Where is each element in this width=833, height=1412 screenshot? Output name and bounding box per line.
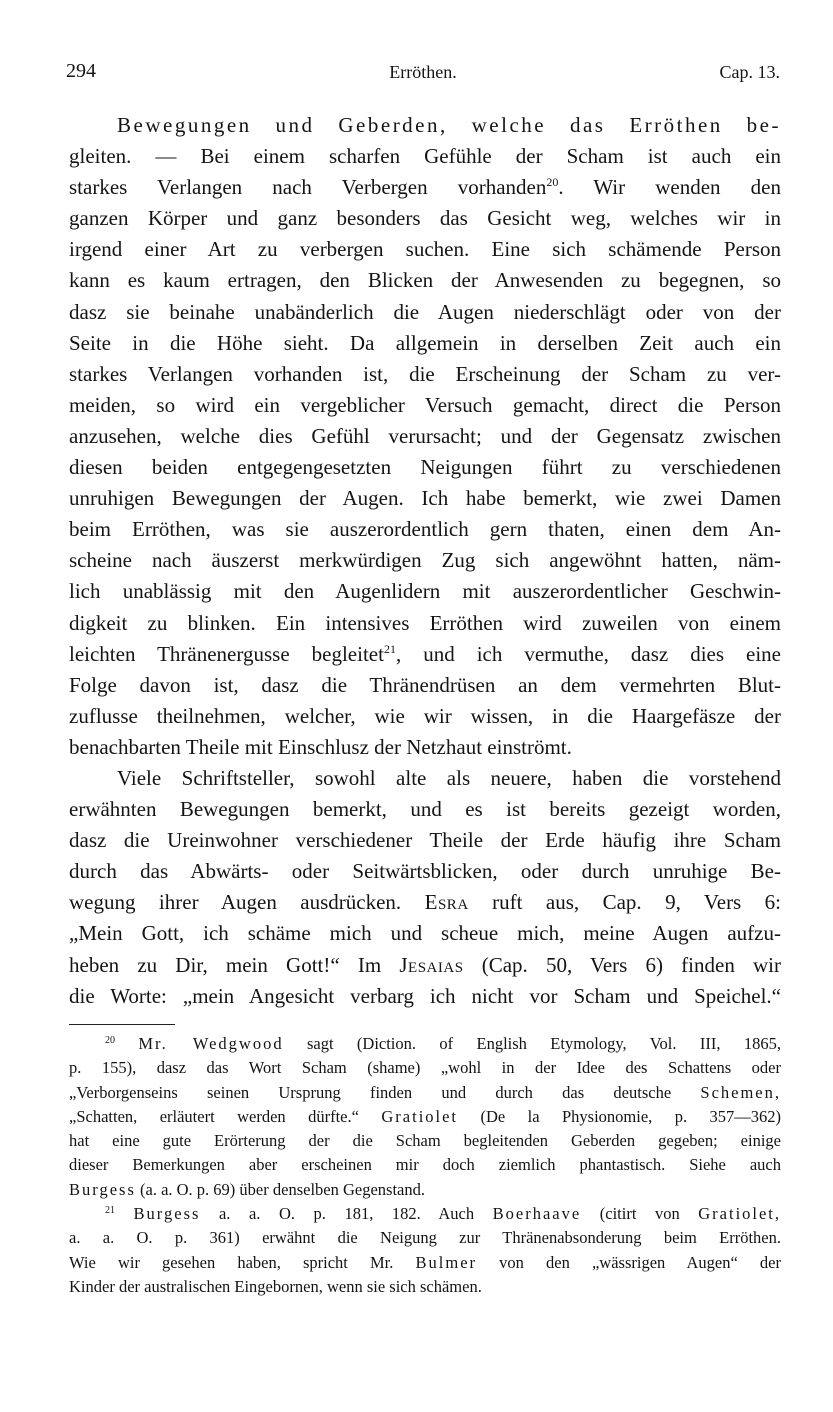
footnote-line: Kinder der australischen Eingebornen, wenn sie sich schämen. — [69, 1276, 482, 1296]
main-text — [69, 110, 781, 1012]
text-line: meiden, so wird ein vergeblicher Versuch gemacht, direct die Person — [69, 392, 781, 417]
text-line: starkes Verlangen vorhanden ist, die Erscheinung der Scham zu ver- — [69, 361, 781, 386]
footnote-line: p. 155), dasz das Wort Scham (shame) „wohl in der Idee des Schattens oder — [69, 1058, 781, 1078]
text-line: leichten Thränenergusse begleitet$^{21}$, und ich vermuthe, dasz dies eine — [69, 641, 781, 666]
text-line: irgend einer Art zu verbergen suchen. Eine sich schämende Person — [69, 237, 781, 262]
footnote-line: dieser Bemerkungen aber erscheinen mir doch ziemlich phantastisch. Siehe auch — [69, 1155, 781, 1175]
text-line: anzusehen, welche dies Gefühl verursacht; und der Gegensatz zwischen — [69, 423, 781, 448]
name-jesaias: Jesaias — [399, 952, 464, 977]
text-line: diesen beiden entgegengesetzten Neigungen führt zu verschiedenen — [69, 455, 781, 480]
text-line: Bewegungen und Geberden, welche das Erröthen be- — [117, 113, 781, 137]
footnote-ref-21: 21 — [383, 641, 396, 656]
text-line: zuflusse theilnehmen, welcher, wie wir wissen, in die Haargefäsze der — [69, 703, 781, 728]
chapter-label: Cap. 13. — [719, 62, 780, 82]
text-line: wegung ihrer Augen ausdrücken. Esra ruft aus, Cap. 9, Vers 6: — [69, 890, 781, 915]
footnote-line: „Schatten, erläutert werden dürfte.“ Gratiolet (De la Physionomie, p. 357—362) — [69, 1106, 781, 1126]
text-line: starkes Verlangen nach Verbergen vorhanden$^{20}$. Wir wenden den — [69, 175, 781, 200]
text-line: gleiten. — Bei einem scharfen Gefühle der Scham ist auch ein — [69, 144, 781, 169]
text-line: „Mein Gott, ich schäme mich und scheue mich, meine Augen aufzu- — [69, 921, 781, 946]
text-line: die Worte: „mein Angesicht verbarg ich nicht vor Scham und Speichel.“ — [69, 983, 781, 1008]
text-line: heben zu Dir, mein Gott!“ Im Jesaias (Cap. 50, Vers 6) finden wir — [69, 952, 781, 977]
text-line: benachbarten Theile mit Einschlusz der Netzhaut einströmt. — [69, 734, 572, 759]
footnote-ref-20: 20 — [546, 175, 559, 190]
footnote-line: $^{21}$ Burgess a. a. O. p. 181, 182. Auch Boerhaave (citirt von Gratiolet, — [105, 1204, 781, 1224]
footnote-line: a. a. O. p. 361) erwähnt die Neigung zur Thränenabsonderung beim Erröthen. — [69, 1228, 781, 1248]
running-title: Erröthen. — [389, 62, 457, 82]
footnote-line: $^{20}$ Mr. Wedgwood sagt (Diction. of English Etymology, Vol. III, 1865, — [105, 1034, 781, 1053]
footnote-line: hat eine gute Erörterung der die Scham begleitenden Geberden gegeben; einige — [69, 1131, 781, 1151]
text-line: ganzen Körper und ganz besonders das Gesicht weg, welches wir in — [69, 206, 781, 231]
footnote-line: Wie wir gesehen haben, spricht Mr. Bulmer von den „wässrigen Augen“ der — [69, 1252, 781, 1272]
footnotes — [69, 1032, 781, 1299]
text-line: Viele Schriftsteller, sowohl alte als neuere, haben die vorstehend — [117, 765, 781, 790]
text-line: lich unablässig mit den Augenlidern mit auszerordentlicher Geschwin- — [69, 579, 781, 604]
name-esra: Esra — [424, 890, 469, 915]
text-line: unruhigen Bewegungen der Augen. Ich habe bemerkt, wie zwei Damen — [69, 486, 781, 511]
page-number: 294 — [66, 60, 96, 82]
text-line: Seite in die Höhe sieht. Da allgemein in derselben Zeit auch ein — [69, 330, 781, 355]
page-header — [66, 60, 780, 90]
text-line: dasz die Ureinwohner verschiedener Theile der Erde häufig ihre Scham — [69, 828, 781, 853]
footnote-number-20: 20 — [105, 1035, 115, 1046]
text-line: scheine nach äuszerst merkwürdigen Zug sich angewöhnt hatten, näm- — [69, 548, 781, 573]
footnote-rule — [69, 1024, 175, 1025]
footnote-number-21: 21 — [105, 1205, 115, 1217]
text-line: digkeit zu blinken. Ein intensives Erröthen wird zuweilen von einem — [69, 610, 781, 635]
footnote-line: Burgess (a. a. O. p. 69) über denselben Gegenstand. — [69, 1179, 425, 1199]
text-line: beim Erröthen, was sie auszerordentlich gern thaten, einen dem An- — [69, 517, 781, 542]
text-line: Folge davon ist, dasz die Thränendrüsen an dem vermehrten Blut- — [69, 672, 781, 697]
text-line: kann es kaum ertragen, den Blicken der Anwesenden zu begegnen, so — [69, 268, 781, 293]
text-line: erwähnten Bewegungen bemerkt, und es ist bereits gezeigt worden, — [69, 797, 781, 822]
text-line: dasz sie beinahe unabänderlich die Augen niederschlägt oder von der — [69, 299, 781, 324]
text-line: durch das Abwärts- oder Seitwärtsblicken, oder durch unruhige Be- — [69, 859, 781, 884]
footnote-line: „Verborgenseins seinen Ursprung finden und durch das deutsche Schemen, — [69, 1082, 781, 1102]
